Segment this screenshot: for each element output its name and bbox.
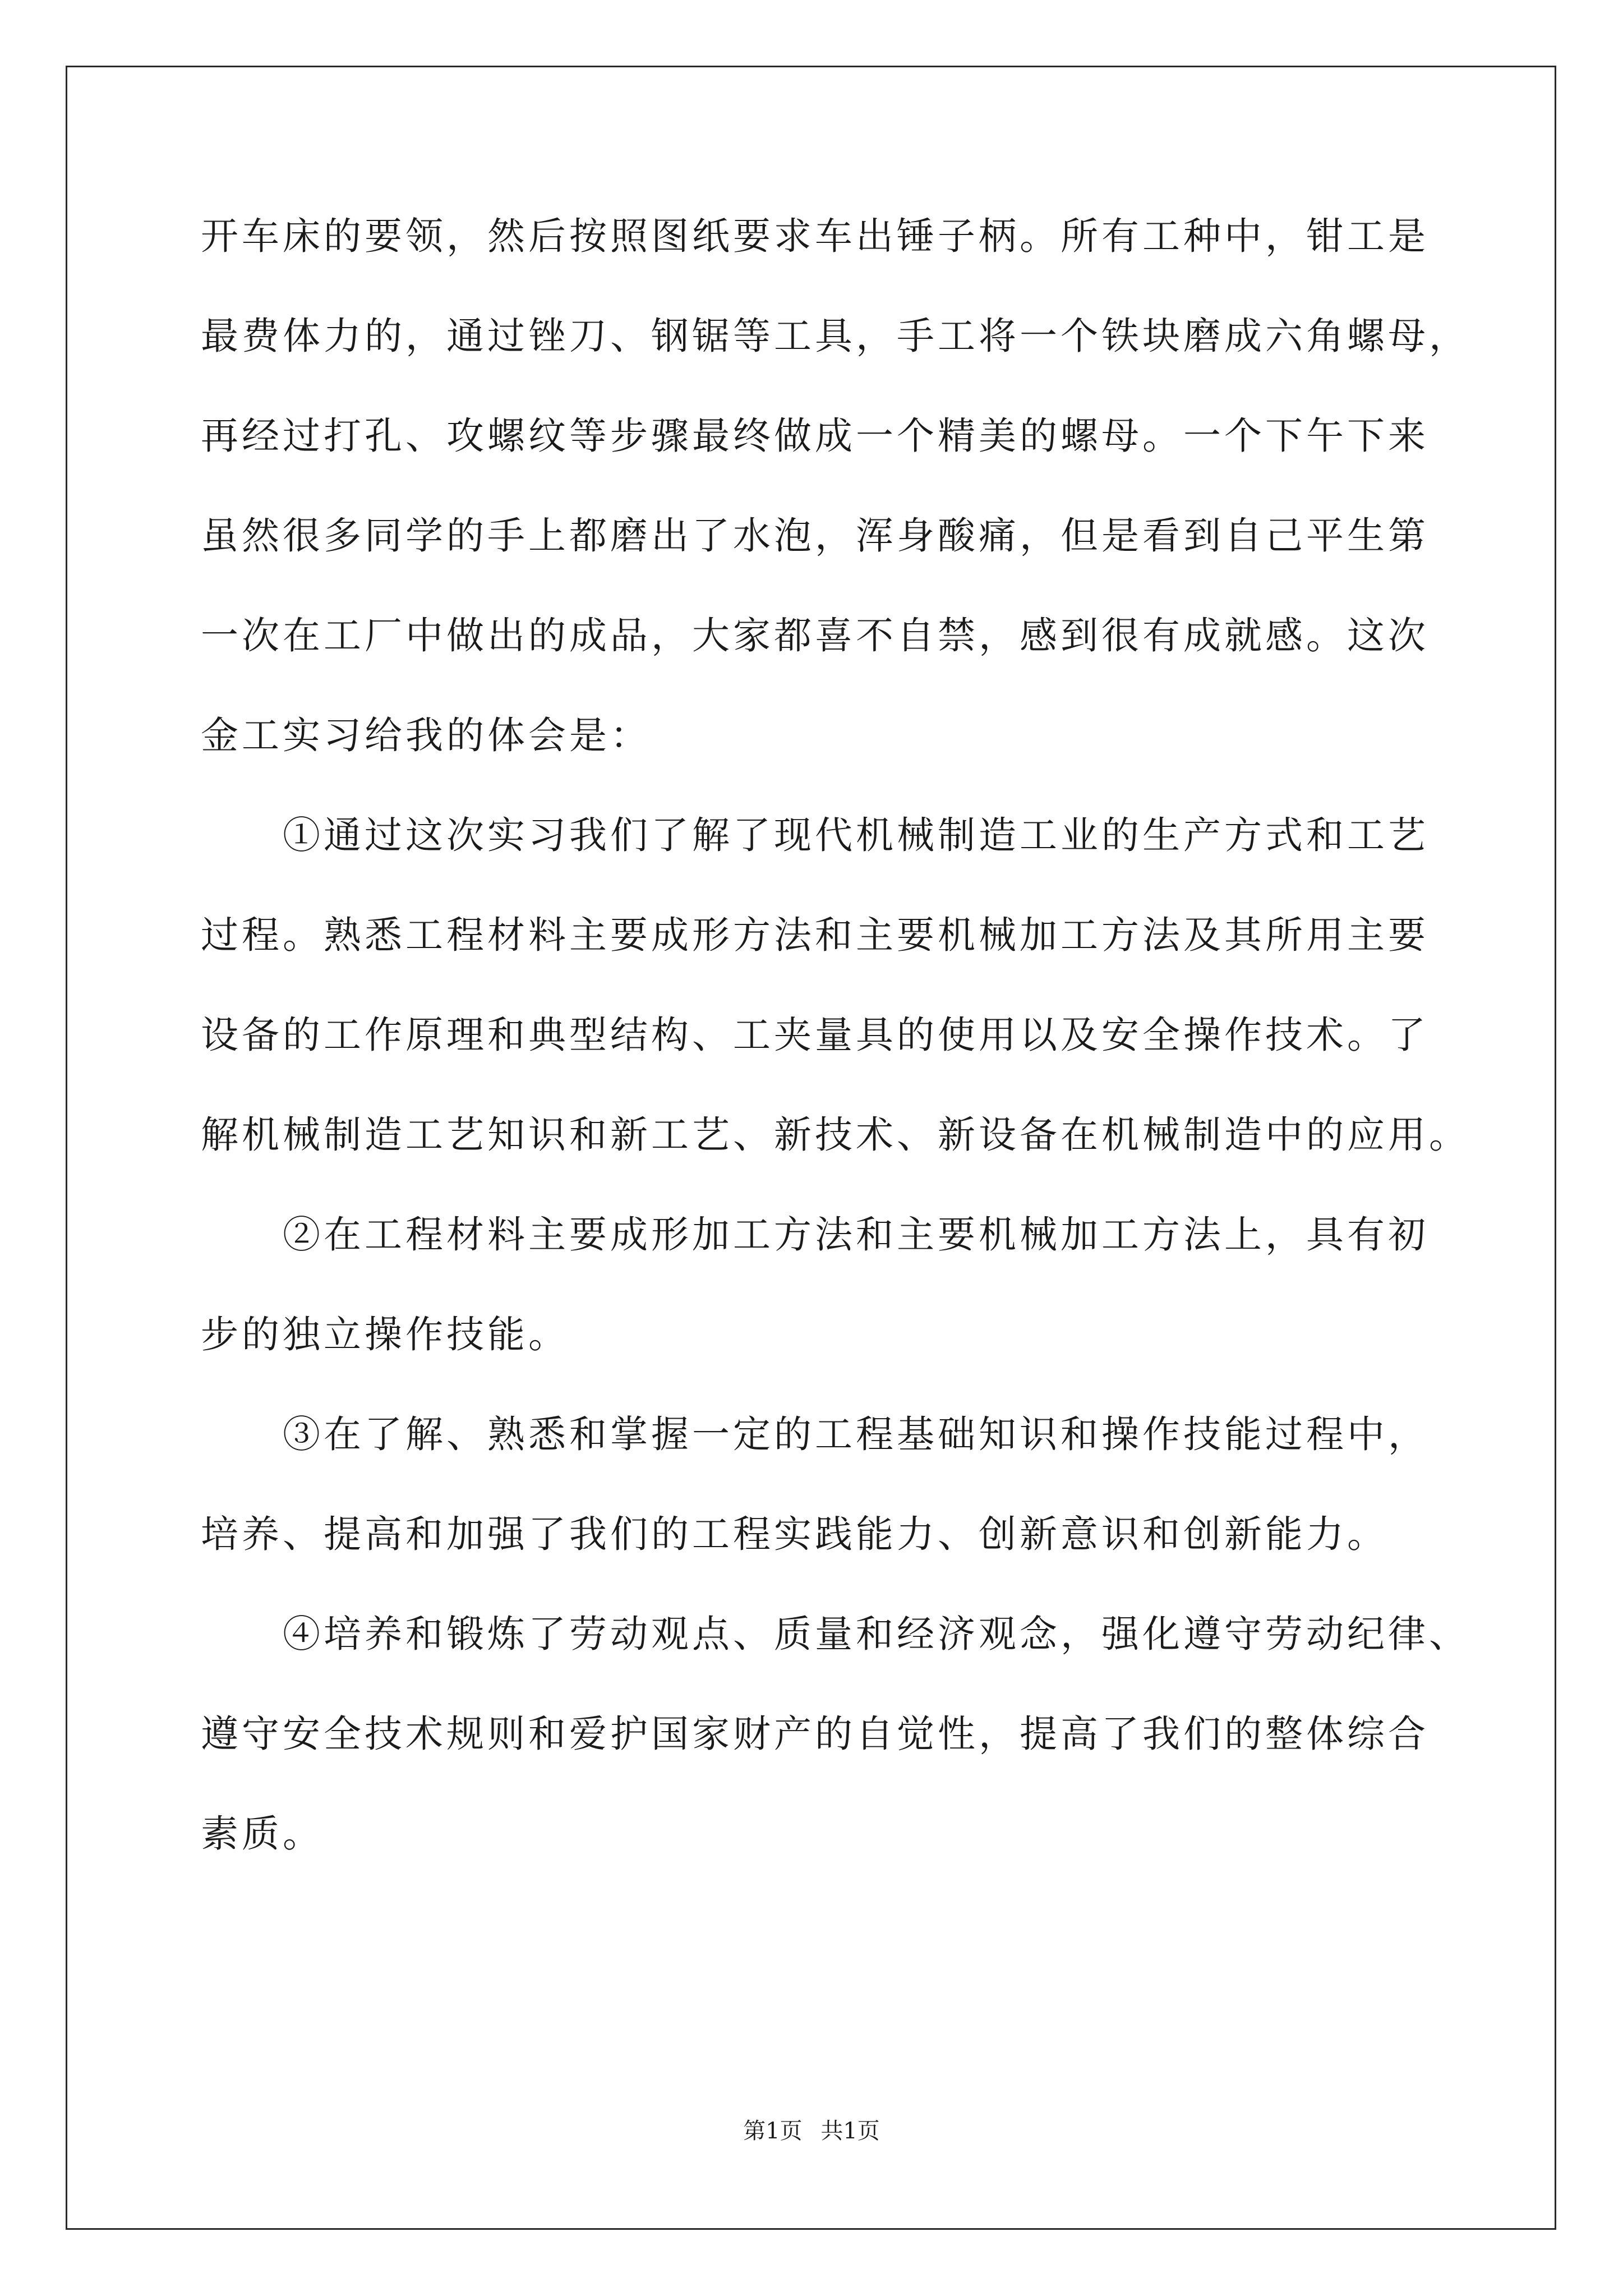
text-line: 素质。 — [201, 1812, 324, 1856]
text-line: 遵守安全技术规则和爱护国家财产的自觉性，提高了我们的整体综合 — [201, 1712, 1429, 1756]
page-footer — [0, 2118, 1623, 2145]
text-line: 过程。熟悉工程材料主要成形方法和主要机械加工方法及其所用主要 — [201, 913, 1429, 957]
text-line: 培养、提高和加强了我们的工程实践能力、创新意识和创新能力。 — [201, 1512, 1388, 1556]
text-line: 步的独立操作技能。 — [201, 1313, 569, 1356]
text-line: 解机械制造工艺知识和新工艺、新技术、新设备在机械制造中的应用。 — [201, 1113, 1470, 1157]
text-line: ②在工程材料主要成形加工方法和主要机械加工方法上，具有初 — [201, 1213, 1429, 1257]
text-line: 一次在工厂中做出的成品，大家都喜不自禁，感到很有成就感。这次 — [201, 614, 1429, 657]
text-line: 开车床的要领，然后按照图纸要求车出锤子柄。所有工种中，钳工是 — [201, 214, 1429, 258]
text-line: 再经过打孔、攻螺纹等步骤最终做成一个精美的螺母。一个下午下来 — [201, 414, 1429, 458]
page-total: 共1页 — [820, 2118, 880, 2144]
page-number: 第1页 — [743, 2118, 803, 2144]
text-line: ④培养和锻炼了劳动观点、质量和经济观念，强化遵守劳动纪律、 — [201, 1612, 1470, 1656]
text-line: 虽然很多同学的手上都磨出了水泡，浑身酸痛，但是看到自己平生第 — [201, 514, 1429, 558]
text-line: ①通过这次实习我们了解了现代机械制造工业的生产方式和工艺 — [201, 813, 1429, 857]
text-line: 最费体力的，通过锉刀、钢锯等工具，手工将一个铁块磨成六角螺母， — [201, 314, 1470, 358]
text-line: 金工实习给我的体会是： — [201, 714, 651, 757]
text-line: 设备的工作原理和典型结构、工夹量具的使用以及安全操作技术。了 — [201, 1013, 1429, 1057]
document-body — [201, 214, 1470, 1856]
text-line: ③在了解、熟悉和掌握一定的工程基础知识和操作技能过程中， — [201, 1412, 1429, 1456]
